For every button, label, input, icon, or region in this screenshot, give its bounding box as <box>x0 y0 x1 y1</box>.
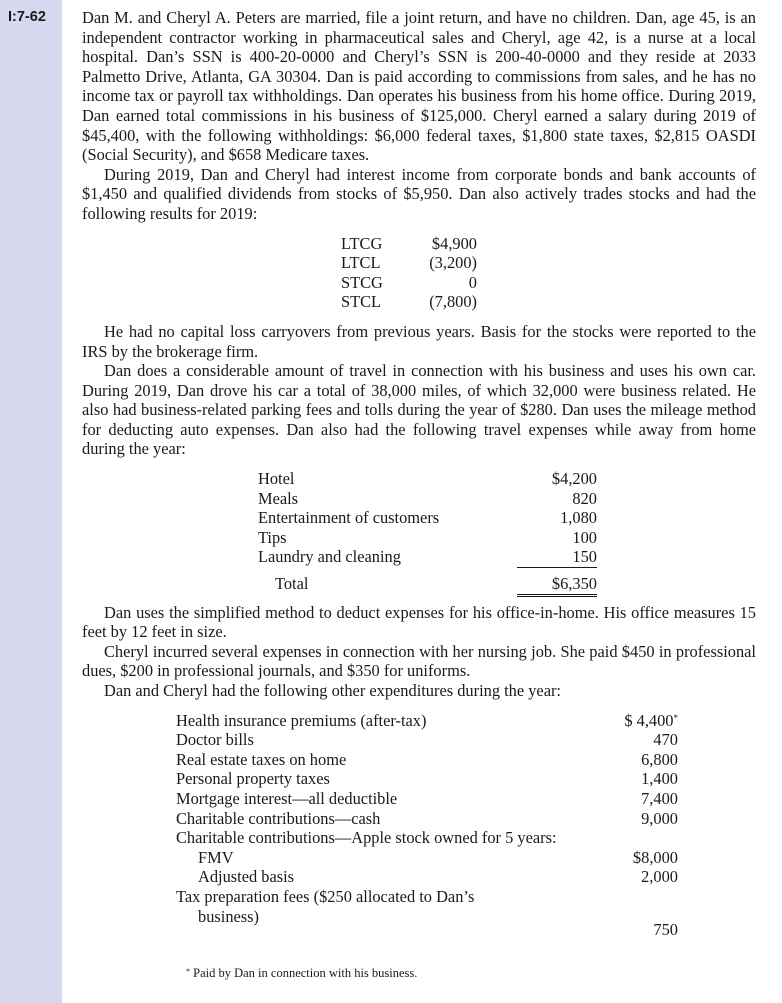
table-row <box>258 547 597 567</box>
travel-label: Laundry and cleaning <box>258 547 401 567</box>
table-row <box>341 273 477 293</box>
capital-label: LTCG <box>341 233 383 253</box>
other-expenditures-table <box>176 711 678 946</box>
expense-label: FMV <box>198 847 234 867</box>
expense-label: Charitable contributions—Apple stock owned for 5 years: <box>176 828 557 848</box>
table-row <box>176 730 678 750</box>
expense-label: Real estate taxes on home <box>176 749 347 769</box>
expense-value: $8,000 <box>632 847 678 867</box>
expense-label: business) <box>198 906 260 926</box>
travel-total-row <box>258 568 597 596</box>
table-row <box>176 711 678 731</box>
table-row <box>258 528 597 548</box>
travel-value: 1,080 <box>560 508 597 528</box>
table-row <box>176 828 678 848</box>
problem-text <box>82 8 756 983</box>
table-row <box>341 253 477 273</box>
table-row <box>176 809 678 829</box>
expense-value: 9,000 <box>641 808 678 828</box>
capital-label: STCL <box>341 292 382 312</box>
travel-expenses-table <box>258 469 597 597</box>
table-row <box>341 292 477 312</box>
capital-value: 0 <box>468 272 477 292</box>
capital-label: LTCL <box>341 253 381 273</box>
paragraph-office: Dan uses the simplified method to deduct expenses for his office-in-home. His office measures 15 feet by 12 feet in size. <box>82 602 756 642</box>
travel-value: 150 <box>517 547 597 567</box>
travel-total-label: Total <box>275 573 309 593</box>
expense-value: 2,000 <box>641 867 678 887</box>
expense-label: Mortgage interest—all deductible <box>176 788 398 808</box>
footnote-marker: * <box>186 966 190 976</box>
spacer-cell <box>176 926 596 946</box>
travel-value: 820 <box>572 488 597 508</box>
capital-gains-table <box>341 234 477 312</box>
travel-label: Tips <box>258 527 287 547</box>
expense-label: Adjusted basis <box>198 867 295 887</box>
table-row <box>258 508 597 528</box>
capital-value: (7,800) <box>429 292 477 312</box>
footnote-text: Paid by Dan in connection with his business. <box>193 965 418 980</box>
paragraph-nursing: Cheryl incurred several expenses in connection with her nursing job. She paid $450 in professional dues, $200 in professional journals, and $350 for uniforms. <box>82 641 756 681</box>
expense-label: Personal property taxes <box>176 769 330 789</box>
expense-value: 750 <box>653 920 678 940</box>
paragraph-travel: Dan does a considerable amount of travel in connection with his business and uses his own car. During 2019, Dan drove his car a total of 38,000 miles, of which 32,000 were business related. He also had business-related parking fees and tolls during the year of $280. Dan uses the mileage method for deducting auto expenses. Dan also had the following travel expenses while away from home during the year: <box>82 361 756 459</box>
health-value: $ 4,400 <box>624 710 674 730</box>
travel-value: $4,200 <box>551 469 597 489</box>
capital-value: $4,900 <box>431 233 477 253</box>
table-row <box>258 469 597 489</box>
table-row <box>341 234 477 254</box>
expense-label: Tax preparation fees ($250 allocated to Dan’s <box>176 886 475 906</box>
expense-value <box>596 711 678 731</box>
expense-label: Health insurance premiums (after-tax) <box>176 710 427 730</box>
travel-label: Entertainment of customers <box>258 508 440 528</box>
travel-total-value: $6,350 <box>517 568 597 596</box>
table-row <box>176 887 678 907</box>
expense-value: 1,400 <box>641 769 678 789</box>
table-row <box>176 867 678 887</box>
table-row <box>258 489 597 509</box>
paragraph-other: Dan and Cheryl had the following other expenditures during the year: <box>104 681 561 700</box>
paragraph-investment-income: During 2019, Dan and Cheryl had interest income from corporate bonds and bank accounts of $1,450 and qualified dividends from stocks of $5,950. Dan also actively trades stocks and had the following results for 2019: <box>82 164 756 223</box>
table-row <box>176 750 678 770</box>
table-row <box>176 769 678 789</box>
travel-value: 100 <box>572 527 597 547</box>
paragraph-intro: Dan M. and Cheryl A. Peters are married, file a joint return, and have no children. Dan, age 45, is an independent contractor working in pharmaceutical sales and Cheryl, age 42, is a nurse at a local hospital. Dan’s SSN is 400-20-0000 and Cheryl’s SSN is 200-40-0000 and they reside at 2033 Palmetto Drive, Atlanta, GA 30304. Dan is paid according to commissions from sales, and he has no income tax or payroll tax withholdings. Dan operates his business from his home office. During 2019, Dan earned total commissions in his business of $125,000. Cheryl earned a salary during 2019 of $45,400, with the following withholdings: $6,000 federal taxes, $1,800 state taxes, $2,815 OASDI (Social Security), and $658 Medicare taxes. <box>82 8 756 165</box>
footnote-marker: * <box>673 712 678 723</box>
margin-sidebar <box>0 0 62 1003</box>
expense-value: 470 <box>653 730 678 750</box>
travel-label: Hotel <box>258 469 295 489</box>
expense-value: 7,400 <box>641 788 678 808</box>
capital-value: (3,200) <box>429 253 477 273</box>
table-row <box>176 848 678 868</box>
paragraph-carryovers: He had no capital loss carryovers from previous years. Basis for the stocks were reported to the IRS by the brokerage firm. <box>82 321 756 361</box>
footnote <box>186 964 756 984</box>
table-row <box>176 789 678 809</box>
capital-label: STCG <box>341 272 383 292</box>
expense-value: 6,800 <box>641 749 678 769</box>
travel-label: Meals <box>258 488 299 508</box>
problem-number: I:7-62 <box>8 9 46 25</box>
expense-label: Charitable contributions—cash <box>176 808 381 828</box>
table-row <box>176 926 678 946</box>
expense-label: Doctor bills <box>176 730 254 750</box>
